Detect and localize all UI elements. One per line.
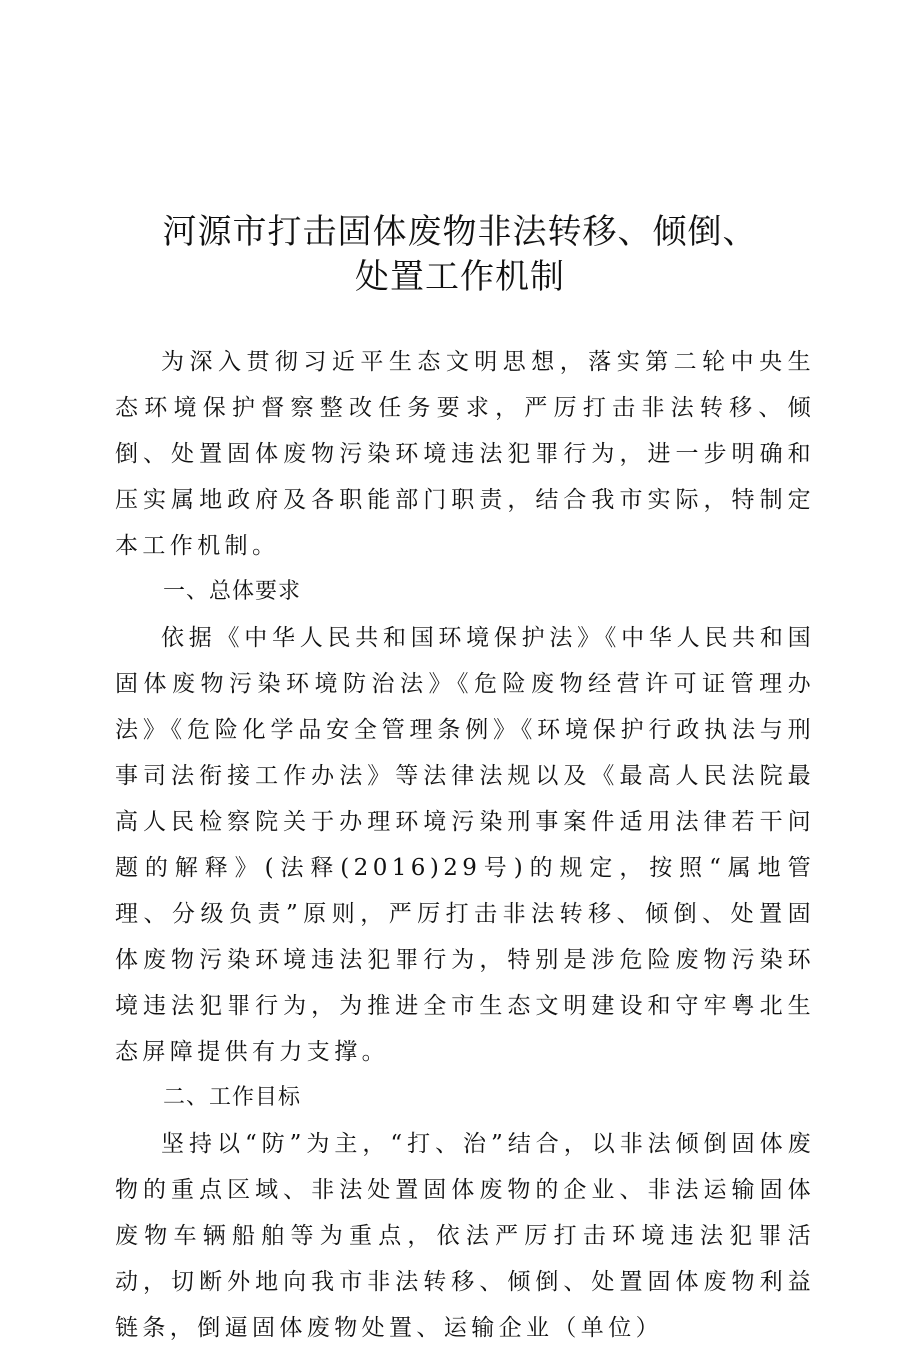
section-heading-work-goals: 二、工作目标: [163, 1085, 302, 1110]
document-body: [115, 339, 815, 1351]
document-title-line2: 处置工作机制: [355, 257, 565, 297]
intro-paragraph: 为深入贯彻习近平生态文明思想，落实第二轮中央生态环境保护督察整改任务要求，严厉打击非法转移、倾倒、处置固体废物污染环境违法犯罪行为，进一步明确和压实属地政府及各职能部门职责，结合我市实际，特制定本工作机制。: [115, 349, 815, 559]
section-paragraph-general-requirements: 依据《中华人民共和国环境保护法》《中华人民共和国固体废物污染环境防治法》《危险废物经营许可证管理办法》《危险化学品安全管理条例》《环境保护行政执法与刑事司法衔接工作办法》等法律法规以及《最高人民法院最高人民检察院关于办理环境污染刑事案件适用法律若干问题的解释》(法释(2016)29号)的规定，按照“属地管理、分级负责”原则，严厉打击非法转移、倾倒、处置固体废物污染环境违法犯罪行为，特别是涉危险废物污染环境违法犯罪行为，为推进全市生态文明建设和守牢粤北生态屏障提供有力支撑。: [115, 625, 815, 1065]
document-title-line1: 河源市打击固体废物非法转移、倾倒、: [162, 212, 758, 252]
section-heading-general-requirements: 一、总体要求: [163, 579, 302, 604]
section-paragraph-work-goals: 坚持以“防”为主，“打、治”结合，以非法倾倒固体废物的重点区域、非法处置固体废物的企业、非法运输固体废物车辆船舶等为重点，依法严厉打击环境违法犯罪活动，切断外地向我市非法转移、倾倒、处置固体废物利益链条，倒逼固体废物处置、运输企业（单位）: [115, 1131, 815, 1341]
